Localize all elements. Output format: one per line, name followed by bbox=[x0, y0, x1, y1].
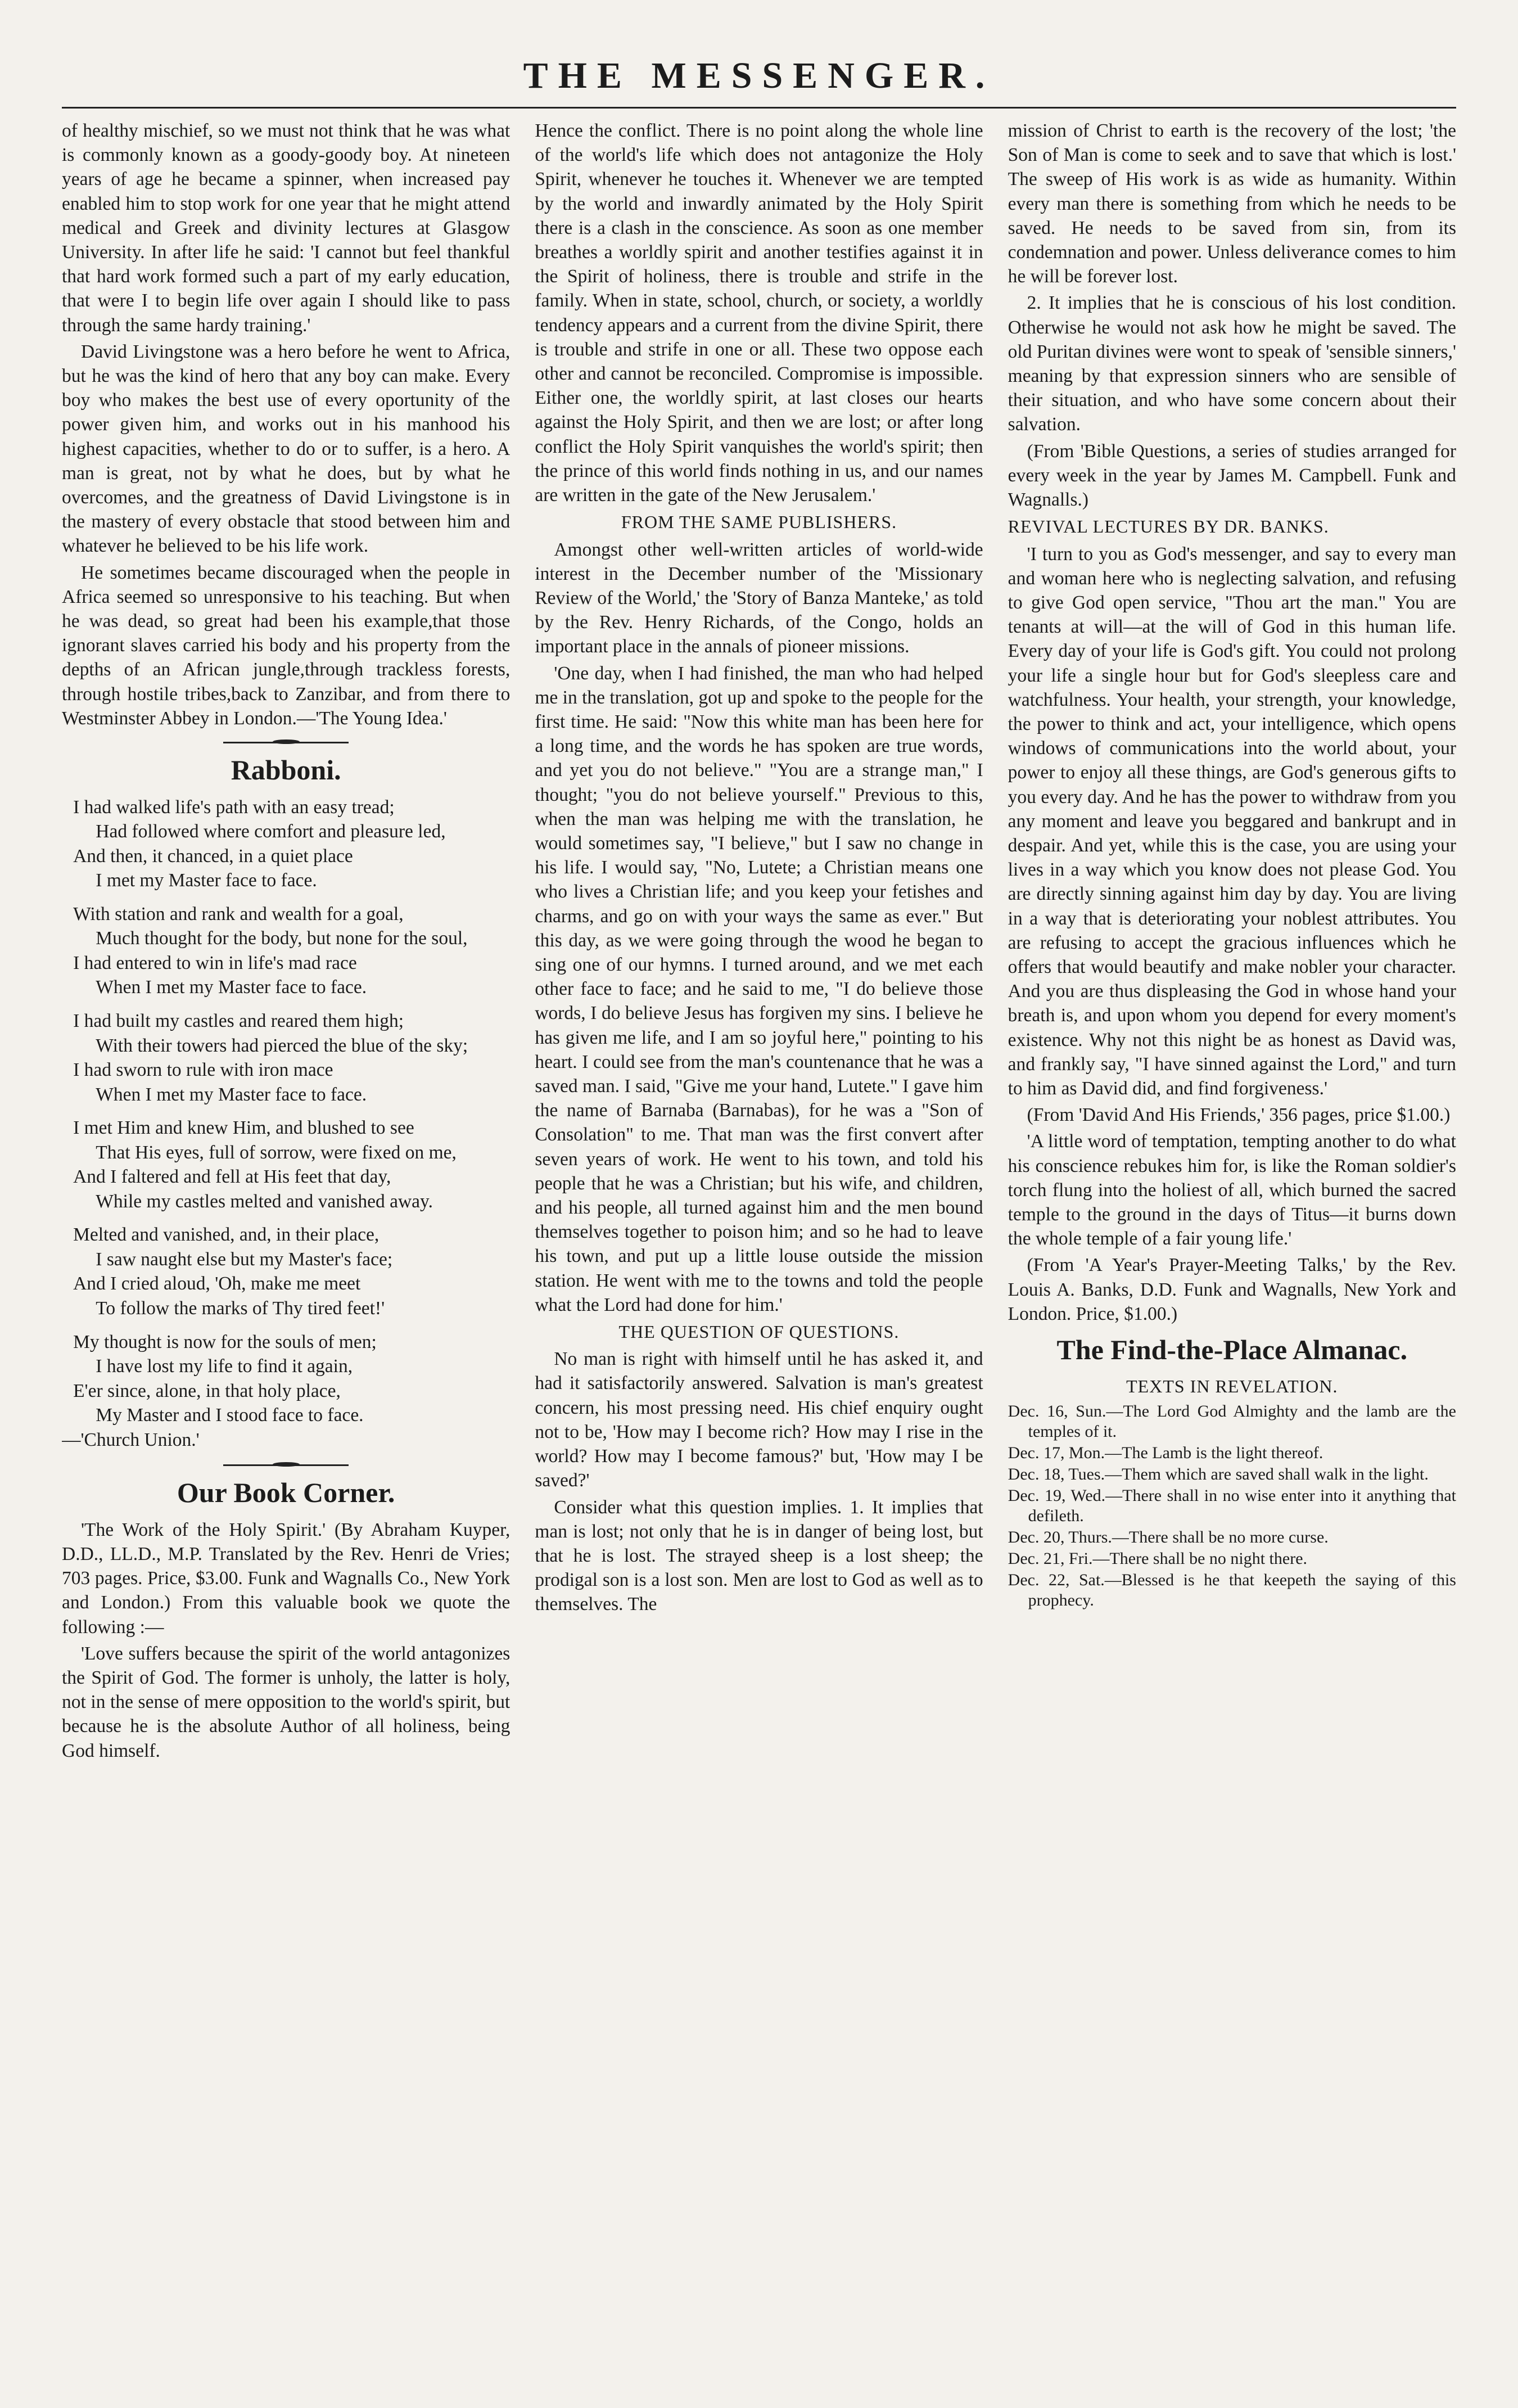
section-divider bbox=[62, 1461, 510, 1469]
almanac-entry: Dec. 18, Tues.—Them which are saved shall walk in the light. bbox=[1008, 1464, 1429, 1483]
salvation-source: (From 'Bible Questions, a series of studies arranged for every week in the year by James M. Campbell. Funk and Wagnalls.) bbox=[1008, 440, 1456, 511]
salvation-paragraph-2: 2. It implies that he is conscious of his lost condition. Otherwise he would not ask how he might be saved. The old Puritan divines were wont to speak of 'sensible sinners,' meaning by that expression sinners who are sensible of their situation, and who have some concern about their salvation. bbox=[1008, 292, 1456, 435]
banks-paragraph-1: 'I turn to you as God's messenger, and say to every man and woman here who is neglecting salvation, and refusing to give God open service, "Thou art the man." You are tenants at will—at the will of God in this human life. Every day of your life is God's gift. You could not prolong your life a single hour but for God's sleepless care and watchfulness. Your health, your strength, your knowledge, the power to think and act, your intelligence, which opens windows of communications into the world about, your power to enjoy all these things, are God's generous gifts to you every day. And he has the power to withdraw from you any moment and leave you beggared and bankrupt and in despair. And yet, while this is the case, you are using your lives in a way which you know does not please God. You are directly sinning against him day by day. You are living in a way that is deteriorating your noblest attributes. You are refusing to accept the gracious influences which he offers that would beautify and make nobler your character. And you are thus displeasing the God in whose hand your breath is, and upon whom you depend for every moment's existence. Why not this night be as honest as David was, and frankly say, "I have sinned against the Lord," and turn to him as David did, and find forgiveness.' bbox=[1008, 543, 1456, 1099]
salvation-paragraph-1: mission of Christ to earth is the recovery of the lost; 'the Son of Man is come to seek and to save that which is lost.' The sweep of His work is as wide as humanity. Within every man there is something from which he needs to be saved. He needs to be saved from sin, from its condemnation and power. Unless deliverance comes to him he will be forever lost. bbox=[1008, 120, 1456, 287]
livingstone-paragraph-2: David Livingstone was a hero before he went to Africa, but he was the kind of hero that any boy can make. Every boy who makes the best use of every oportunity of the power given him, and works out in his manhood his highest capacities, whether to do or to suffer, is a hero. A man is great, not by what he does, but by what he overcomes, and the greatness of David Livingstone is in the mastery of every obstacle that stood between him and whatever he believed to be his life work. bbox=[62, 341, 510, 557]
banks-paragraph-2: 'A little word of temptation, tempting another to do what his conscience rebukes him for, is like the Roman soldier's torch flung into the holiest of all, which burned the sacred temple to the ground in the days of Titus—it burns down the whole temple of a fair young life.' bbox=[1008, 1131, 1456, 1250]
poem-line: I had entered to win in life's mad race bbox=[73, 952, 357, 973]
almanac-entry: Dec. 21, Fri.—There shall be no night there. bbox=[1008, 1549, 1308, 1568]
poem-stanza-2 bbox=[62, 902, 510, 1000]
banks-source-2: (From 'A Year's Prayer-Meeting Talks,' by the Rev. Louis A. Banks, D.D. Funk and Wagnalls, New York and London. Price, $1.00.) bbox=[1008, 1255, 1456, 1324]
almanac-heading: The Find-the-Place Almanac. bbox=[1056, 1334, 1408, 1366]
poem-line: I saw naught else but my Master's face; bbox=[96, 1248, 393, 1270]
poem-line: That His eyes, full of sorrow, were fixed on me, bbox=[96, 1142, 457, 1163]
banks-source-1: (From 'David And His Friends,' 356 pages, price $1.00.) bbox=[1027, 1104, 1451, 1126]
poem-stanza-6 bbox=[62, 1330, 510, 1453]
column-3 bbox=[1008, 119, 1456, 2351]
poem-line: I met my Master face to face. bbox=[96, 870, 317, 891]
poem-line: And then, it chanced, in a quiet place bbox=[73, 845, 353, 867]
book-corner-heading: Our Book Corner. bbox=[177, 1477, 395, 1509]
poem-stanza-1 bbox=[62, 795, 510, 893]
question-paragraph-2: Consider what this question implies. 1. It implies that man is lost; not only that he is in danger of being lost, but that he is lost. The strayed sheep is a lost sheep; the prodigal son is a lost son. Men are lost to God as well as to themselves. The bbox=[535, 1496, 983, 1615]
poem-line: Melted and vanished, and, in their place, bbox=[73, 1224, 379, 1246]
subhead-publishers: FROM THE SAME PUBLISHERS. bbox=[621, 512, 897, 533]
subhead-question: THE QUESTION OF QUESTIONS. bbox=[618, 1322, 900, 1342]
columns bbox=[62, 119, 1456, 2351]
poem-stanza-4 bbox=[62, 1116, 510, 1214]
poem-line: And I cried aloud, 'Oh, make me meet bbox=[73, 1273, 361, 1295]
poem-line: To follow the marks of Thy tired feet!' bbox=[96, 1297, 385, 1319]
missionary-paragraph-1: Amongst other well-written articles of world-wide interest in the December number of the 'Missionary Review of the World,' the 'Story of Banza Manteke,' as told by the Rev. Henry Richards, of the Congo, holds an important place in the annals of pioneer missions. bbox=[535, 539, 983, 657]
section-divider bbox=[62, 738, 510, 746]
poem-line: Had followed where comfort and pleasure led, bbox=[96, 821, 446, 842]
poem-line: When I met my Master face to face. bbox=[96, 977, 367, 998]
almanac-entry: Dec. 16, Sun.—The Lord God Almighty and the lamb are the temples of it. bbox=[1008, 1401, 1456, 1441]
holy-spirit-paragraph: Hence the conflict. There is no point along the whole line of the world's life which does not antagonize the Holy Spirit, whenever he touches it. Whenever we are tempted by the world and inwardly animated by the Holy Spirit there is a clash in the conscience. As soon as one member breathes a worldly spirit and another testifies against it in the Spirit of holiness, there is trouble and strife in the family. When in state, school, church, or society, a worldly tendency appears and a current from the divine Spirit, there is trouble and strife in one or all. These two oppose each other and cannot be reconciled. Compromise is impossible. Either one, the worldly spirit, at last closes our hearts against the Holy Spirit, and then we are lost; or after long conflict the Holy Spirit vanquishes the world's spirit; then the prince of this world finds nothing in us, and our names are written in the gate of the New Jerusalem.' bbox=[535, 120, 983, 506]
almanac-entry: Dec. 20, Thurs.—There shall be no more curse. bbox=[1008, 1527, 1329, 1546]
poem-stanza-3 bbox=[62, 1009, 510, 1107]
poem-line: With their towers had pierced the blue of the sky; bbox=[96, 1035, 468, 1056]
question-paragraph-1: No man is right with himself until he has asked it, and had it satisfactorily answered. Salvation is man's greatest concern, his most pressing need. His chief enquiry ought not to be, 'How may I become rich? How may I rise in the world? How may I become famous?' but, 'How may I be saved?' bbox=[535, 1349, 983, 1491]
livingstone-paragraph-1: of healthy mischief, so we must not think that he was what is commonly known as a goody-goody boy. At nineteen years of age he became a spinner, when increased pay enabled him to stop work for one year that he might attend medical and Greek and divinity lectures at Glasgow University. In after life he said: 'I cannot but feel thankful that hard work formed such a part of my early education, that were I to begin life over again I should like to pass through the same hardy training.' bbox=[62, 120, 510, 336]
subhead-banks: REVIVAL LECTURES BY DR. BANKS. bbox=[1008, 516, 1329, 537]
poem-line: When I met my Master face to face. bbox=[96, 1084, 367, 1105]
poem-line: I met Him and knew Him, and blushed to see bbox=[73, 1117, 414, 1139]
almanac-list bbox=[1008, 1401, 1456, 1611]
poem-line: E'er since, alone, in that holy place, bbox=[73, 1380, 341, 1401]
almanac-entry: Dec. 22, Sat.—Blessed is he that keepeth the saying of this prophecy. bbox=[1008, 1570, 1456, 1609]
poem-line: While my castles melted and vanished away. bbox=[96, 1191, 433, 1212]
poem-credit: —'Church Union.' bbox=[62, 1429, 200, 1450]
column-2 bbox=[535, 119, 983, 2351]
column-1 bbox=[62, 119, 510, 2351]
poem-line: With station and rank and wealth for a goal, bbox=[73, 903, 404, 925]
poem-line: I had sworn to rule with iron mace bbox=[73, 1059, 333, 1081]
almanac-subhead: TEXTS IN REVELATION. bbox=[1126, 1376, 1338, 1396]
poem-title: Rabboni. bbox=[231, 754, 341, 786]
poem-line: I had walked life's path with an easy tread; bbox=[73, 796, 395, 818]
poem-line: Much thought for the body, but none for the soul, bbox=[96, 928, 468, 949]
poem-line: I had built my castles and reared them high; bbox=[73, 1010, 404, 1031]
poem-line: And I faltered and fell at His feet that day, bbox=[73, 1166, 391, 1188]
book-corner-paragraph-1: 'The Work of the Holy Spirit.' (By Abraham Kuyper, D.D., LL.D., M.P. Translated by the Rev. Henri de Vries; 703 pages. Price, $3.00. Funk and Wagnalls Co., New York and London.) From this valuable book we quote the following :— bbox=[62, 1519, 510, 1638]
poem-line: My thought is now for the souls of men; bbox=[73, 1331, 377, 1352]
masthead: THE MESSENGER. bbox=[62, 45, 1456, 109]
almanac-entry: Dec. 17, Mon.—The Lamb is the light thereof. bbox=[1008, 1443, 1323, 1462]
poem-line: I have lost my life to find it again, bbox=[96, 1356, 353, 1377]
missionary-paragraph-2: 'One day, when I had finished, the man who had helped me in the translation, got up and spoke to the people for the first time. He said: "Now this white man has been here for a long time, and the words he has spoken are true words, and yet you do not believe." "You are a strange man," I thought; "you do not believe yourself." Previous to this, when the man was helping me with the translation, he would sometimes say, "I believe," but I saw no change in his life. I would say, "No, Lutete; a Christian means one who lives a Christian life; and you keep your fetishes and charms, and go on with your ways the same as ever." But this day, as we were going through the wood he began to sing one of our hymns. I turned around, and we met each other face to face; and he said to me, "I do believe those words, I do believe Jesus has forgiven my sins. I believe he has given me life, and I am so joyful here," pointing to his heart. I could see from the man's countenance that he was a saved man. I said, "Give me your hand, Lutete." I gave him the name of Barnaba (Barnabas), for he was a "Son of Consolation" to me. That man was the first convert after seven years of work. He went to his town, and told his people that he was a Christian; but his wife, and children, and his people, all turned against him and the men bound themselves together to poison him; and so he had to leave his town, and put up a little louse outside the mission station. He went with me to the towns and told the people what the Lord had done for him.' bbox=[535, 662, 983, 1315]
book-corner-paragraph-2: 'Love suffers because the spirit of the world antagonizes the Spirit of God. The former is unholy, the latter is holy, not in the sense of mere opposition to the world's spirit, but because he is the absolute Author of all holiness, being God himself. bbox=[62, 1643, 510, 1761]
livingstone-paragraph-3: He sometimes became discouraged when the people in Africa seemed so unresponsive to his teaching. But when he was dead, so great had been his example,that those ignorant slaves carried his body and his property from the depths of an African jungle,through trackless forests, through hostile tribes,back to Zanzibar, and from there to Westminster Abbey in London.—'The Young Idea.' bbox=[62, 562, 510, 729]
almanac-entry: Dec. 19, Wed.—There shall in no wise enter into it anything that defileth. bbox=[1008, 1486, 1456, 1525]
poem-line: My Master and I stood face to face. bbox=[96, 1405, 364, 1426]
poem-stanza-5 bbox=[62, 1223, 510, 1320]
